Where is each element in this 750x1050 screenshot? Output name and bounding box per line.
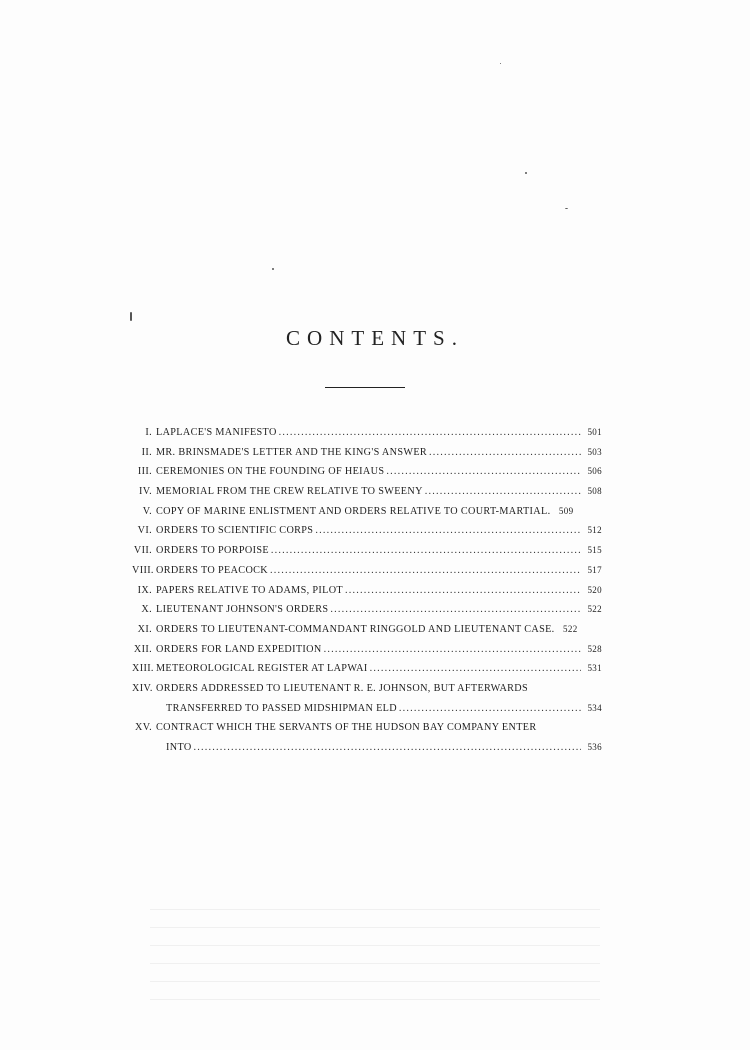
toc-entry-number: X.	[141, 604, 152, 616]
dot-leader	[194, 738, 581, 758]
dot-leader	[370, 659, 581, 679]
paper-speck	[565, 208, 568, 209]
dot-leader	[315, 521, 581, 541]
table-of-contents	[132, 423, 602, 758]
toc-entry-number: IV.	[138, 486, 152, 498]
dot-leader	[330, 600, 581, 620]
dot-leader	[425, 482, 581, 502]
toc-entry	[132, 561, 602, 581]
toc-entry-title: ORDERS TO LIEUTENANT-COMMANDANT RINGGOLD AND LIEUTENANT CASE.	[156, 623, 555, 635]
toc-entry	[132, 718, 602, 738]
title-rule	[325, 387, 405, 388]
toc-entry-number: XV.	[135, 722, 152, 734]
bleed-through-text	[150, 900, 600, 1000]
paper-speck	[130, 312, 132, 321]
toc-entry-page: 512	[587, 525, 602, 536]
dot-leader	[345, 581, 581, 601]
toc-entry-title: CEREMONIES ON THE FOUNDING OF HEIAUS	[156, 466, 385, 478]
toc-entry-title: MEMORIAL FROM THE CREW RELATIVE TO SWEENY	[156, 486, 423, 498]
toc-entry-number: VII.	[133, 545, 152, 557]
dot-leader	[270, 561, 581, 581]
toc-entry-title: LIEUTENANT JOHNSON'S ORDERS	[156, 604, 329, 616]
toc-entry-page: 506	[587, 466, 602, 477]
toc-entry-title: CONTRACT WHICH THE SERVANTS OF THE HUDSON BAY COMPANY ENTER	[156, 722, 537, 734]
toc-entry	[132, 600, 602, 620]
toc-entry-page: 501	[587, 427, 602, 437]
toc-entry-title: ORDERS ADDRESSED TO LIEUTENANT R. E. JOHNSON, BUT AFTERWARDS	[156, 682, 529, 694]
toc-entry-title-continued: TRANSFERRED TO PASSED MIDSHIPMAN ELD	[166, 702, 397, 714]
toc-entry-number: XI.	[137, 623, 152, 635]
toc-entry-page: 517	[587, 564, 602, 575]
dot-leader	[271, 541, 581, 561]
toc-entry-title: PAPERS RELATIVE TO ADAMS, PILOT	[156, 584, 343, 596]
toc-entry-page: 508	[587, 486, 602, 497]
paper-speck	[272, 268, 274, 270]
toc-entry	[132, 620, 602, 640]
toc-entry-title-continued: INTO	[166, 742, 192, 753]
toc-entry-continuation	[132, 738, 602, 758]
toc-entry-title: LAPLACE'S MANIFESTO	[156, 427, 277, 438]
toc-entry-title: ORDERS TO SCIENTIFIC CORPS	[156, 525, 314, 537]
toc-entry-page: 522	[587, 604, 602, 615]
toc-entry-number: XIII.	[132, 663, 154, 675]
toc-entry-number: I.	[145, 427, 152, 438]
toc-entry-page: 522	[563, 623, 578, 634]
dot-leader	[399, 699, 581, 719]
toc-entry-title: COPY OF MARINE ENLISTMENT AND ORDERS RELATIVE TO COURT-MARTIAL.	[156, 505, 551, 517]
toc-entry-page: 520	[587, 584, 602, 595]
toc-entry-title: ORDERS TO PEACOCK	[156, 564, 268, 576]
toc-entry-number: VIII.	[132, 564, 154, 576]
toc-entry	[132, 541, 602, 561]
toc-entry-page: 528	[587, 643, 602, 654]
toc-entry-number: III.	[137, 466, 152, 478]
dot-leader	[429, 443, 581, 463]
toc-entry-continuation	[132, 699, 602, 719]
toc-entry	[132, 581, 602, 601]
toc-entry-title: METEOROLOGICAL REGISTER AT LAPWAI	[156, 663, 368, 675]
toc-entry-title: MR. BRINSMADE'S LETTER AND THE KING'S ANSWER	[156, 446, 428, 458]
toc-entry-number: XII.	[133, 643, 152, 655]
toc-entry-number: II.	[141, 446, 152, 458]
toc-entry-page: 531	[587, 663, 602, 674]
toc-entry-page: 534	[587, 702, 602, 713]
toc-entry	[132, 502, 602, 522]
dot-leader	[324, 640, 581, 660]
toc-entry-title: ORDERS FOR LAND EXPEDITION	[156, 643, 322, 655]
toc-entry	[132, 679, 602, 699]
toc-entry	[132, 640, 602, 660]
toc-entry-page: 515	[587, 545, 602, 556]
paper-speck	[525, 172, 527, 174]
toc-entry-number: V.	[142, 505, 152, 517]
toc-entry	[132, 659, 602, 679]
toc-entry-title: ORDERS TO PORPOISE	[156, 545, 269, 557]
toc-entry	[132, 423, 602, 443]
toc-entry-number: VI.	[137, 525, 152, 537]
toc-entry-page: 503	[587, 446, 602, 457]
toc-entry	[132, 443, 602, 463]
dot-leader	[386, 462, 581, 482]
toc-entry	[132, 462, 602, 482]
toc-entry-page: 536	[587, 742, 602, 752]
dot-leader	[279, 423, 581, 443]
toc-entry-page: 509	[558, 505, 574, 516]
page-title: CONTENTS.	[286, 326, 464, 350]
toc-entry-number: XIV.	[132, 682, 153, 694]
toc-entry	[132, 482, 602, 502]
paper-speck	[500, 63, 501, 64]
toc-entry-number: IX.	[137, 584, 152, 596]
toc-entry	[132, 521, 602, 541]
